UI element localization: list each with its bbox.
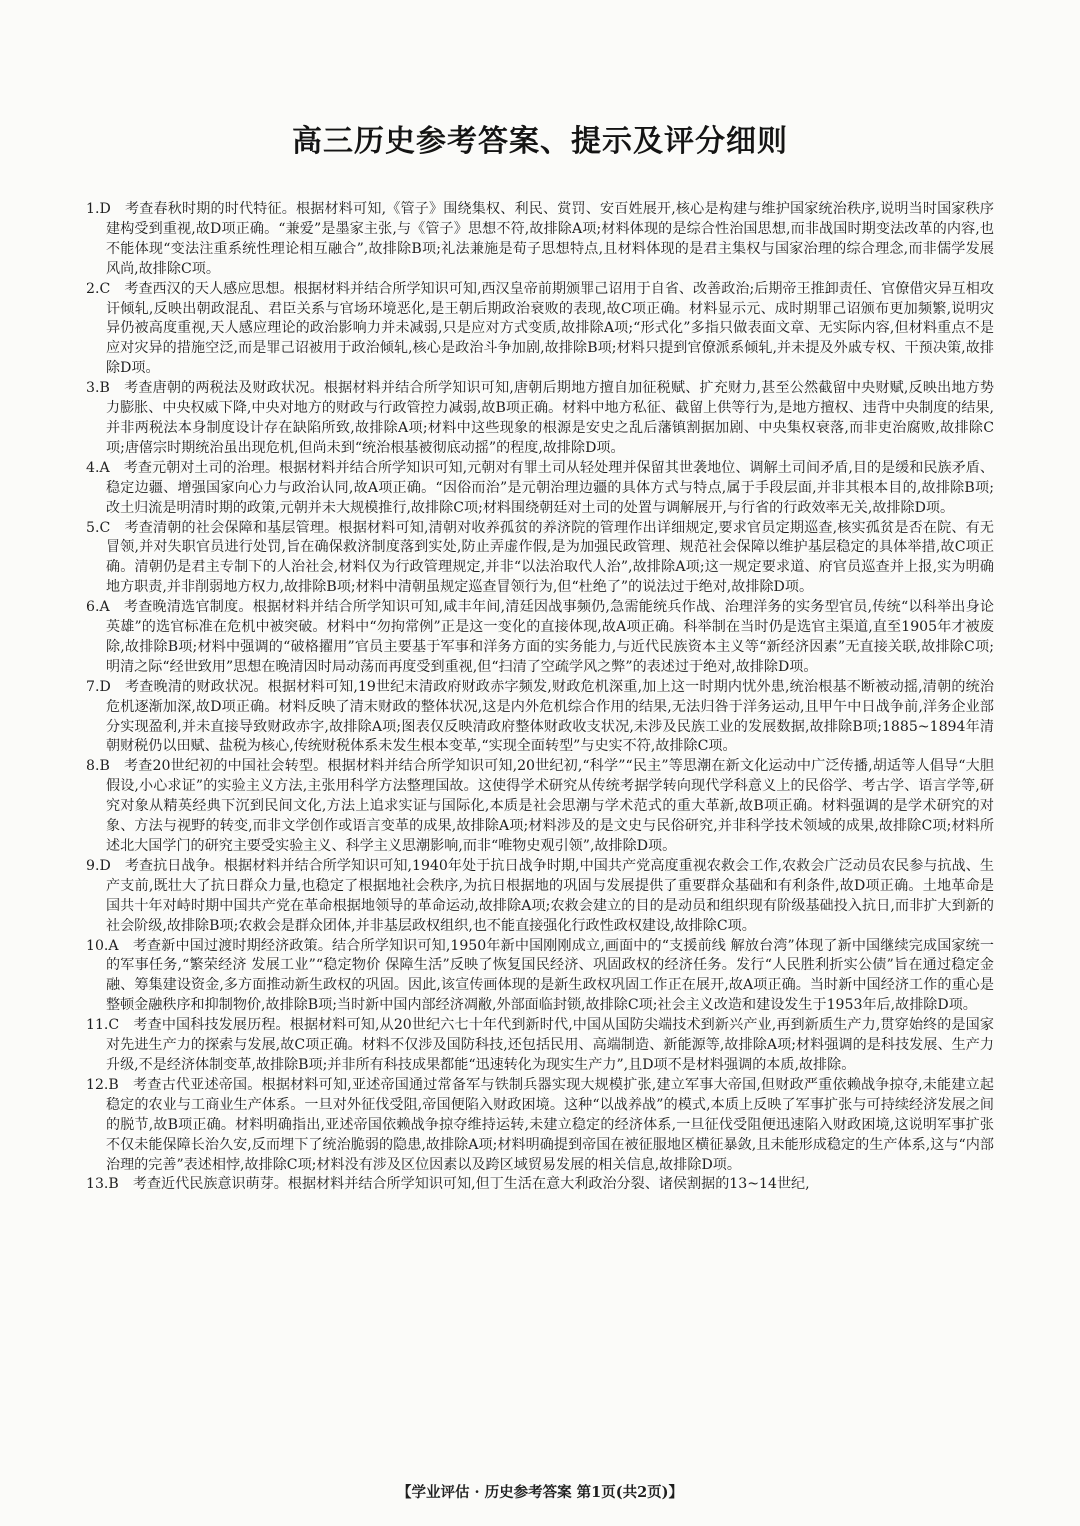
answer-number: 5.C: [86, 519, 111, 536]
answer-explanation: 考查古代亚述帝国。根据材料可知,亚述帝国通过常备军与铁制兵器实现大规模扩张,建立军事大帝国,但财政严重依赖战争掠夺,未能建立起稳定的农业与工商业生产体系。一旦对外征伐受阻,帝国便陷入财政困境。这种“以战养战”的模式,本质上反映了军事扩张与可持续经济发展之间的脱节,故B项正确。材料明确指出,亚述帝国依赖战争掠夺维持运转,未建立稳定的经济体系,一旦征伐受阻便迅速陷入财政困境,这说明军事扩张不仅未能保障长治久安,反而埋下了统治脆弱的隐患,故排除A项;材料明确提到帝国在被征服地区横征暴敛,且未能形成稳定的生产体系,这与“内部治理的完善”表述相悖,故排除C项;材料没有涉及区位因素以及跨区域贸易发展的相关信息,故排除D项。: [106, 1076, 994, 1173]
answer-item: [86, 519, 994, 599]
answer-item: [86, 1076, 994, 1176]
answer-list: [86, 200, 994, 1195]
page-title: 高三历史参考答案、提示及评分细则: [292, 124, 788, 159]
answer-explanation: 考查中国科技发展历程。根据材料可知,从20世纪六七十年代到新时代,中国从国防尖端技术到新兴产业,再到新质生产力,贯穿始终的是国家对先进生产力的探索与发展,故C项正确。材料不仅涉及国防科技,还包括民用、高端制造、新能源等,故排除A项;材料强调的是科技发展、生产力升级,不是经济体制变革,故排除B项;并非所有科技成果都能“迅速转化为现实生产力”,且D项不是材料强调的本质,故排除。: [106, 1017, 994, 1073]
answer-item: [86, 937, 994, 1017]
answer-item: [86, 459, 994, 519]
answer-explanation: 考查唐朝的两税法及财政状况。根据材料并结合所学知识可知,唐朝后期地方擅自加征税赋、扩充财力,甚至公然截留中央财赋,反映出地方势力膨胀、中央权威下降,中央对地方的财政与行政管控力减弱,故B项正确。材料中地方私征、截留上供等行为,是地方擅权、违背中央制度的结果,并非两税法本身制度设计存在缺陷所致,故排除A项;材料中这些现象的根源是安史之乱后藩镇割据加剧、中央集权衰落,而非吏治腐败,故排除C项;唐僖宗时期统治虽出现危机,但尚未到“统治根基被彻底动摇”的程度,故排除D项。: [106, 380, 994, 456]
answer-item: [86, 280, 994, 380]
answer-number: 12.B: [86, 1076, 119, 1093]
answer-number: 10.A: [86, 937, 119, 954]
answer-item: [86, 757, 994, 857]
answer-explanation: 考查西汉的天人感应思想。根据材料并结合所学知识可知,西汉皇帝前期颁罪己诏用于自省、改善政治;后期帝王推卸责任、官僚借灾异互相攻讦倾轧,反映出朝政混乱、君臣关系与官场环境恶化,是王朝后期政治衰败的表现,故C项正确。材料显示元、成时期罪己诏颁布更加频繁,说明灾异仍被高度重视,天人感应理论的政治影响力并未减弱,只是应对方式变质,故排除A项;“形式化”多指只做表面文章、无实际内容,但材料重点不是应对灾异的措施空泛,而是罪己诏被用于政治倾轧,核心是政治斗争加剧,故排除B项;材料只提到官僚派系倾轧,并未提及外戚专权、干预决策,故排除D项。: [106, 280, 994, 377]
answer-item: [86, 598, 994, 678]
answer-number: 3.B: [86, 380, 110, 397]
answer-explanation: 考查清朝的社会保障和基层管理。根据材料可知,清朝对收养孤贫的养济院的管理作出详细规定,要求官员定期巡查,核实孤贫是否在院、有无冒领,并对失职官员进行处罚,旨在确保救济制度落到实处,防止弄虚作假,是为加强民政管理、规范社会保障以维护基层稳定的具体举措,故C项正确。清朝仍是君主专制下的人治社会,材料仅为行政管理规定,并非“以法治取代人治”,故排除A项;这一规定要求道、府官员巡查并上报,实为明确地方职责,并非削弱地方权力,故排除B项;材料中清朝虽规定巡查冒领行为,但“杜绝了”的说法过于绝对,故排除D项。: [106, 519, 994, 596]
answer-explanation: 考查新中国过渡时期经济政策。结合所学知识可知,1950年新中国刚刚成立,画面中的“支援前线 解放台湾”体现了新中国继续完成国家统一的军事任务,“繁荣经济 发展工业”“稳定物价 保障生活”反映了恢复国民经济、巩固政权的经济任务。发行“人民胜利折实公债”旨在通过稳定金融、筹集建设资金,多方面推动新生政权的巩固。因此,该宣传画体现的是新生政权巩固工作正在展开,故A项正确。当时新中国经济工作的重心是整顿金融秩序和抑制物价,故排除B项;当时新中国内部经济凋敝,外部面临封锁,故排除C项;社会主义改造和建设发生于1953年后,故排除D项。: [106, 937, 994, 1014]
answer-number: 8.B: [86, 758, 110, 775]
answer-number: 9.D: [86, 857, 111, 874]
answer-explanation: 考查元朝对土司的治理。根据材料并结合所学知识可知,元朝对有罪土司从轻处理并保留其世袭地位、调解土司间矛盾,目的是缓和民族矛盾、稳定边疆、增强国家向心力与政治认同,故A项正确。“因俗而治”是元朝治理边疆的具体方式与特点,属于手段层面,并非其根本目的,故排除B项;改土归流是明清时期的政策,元朝并未大规模推行,故排除C项;材料围绕朝廷对土司的处置与调解展开,与行省的行政效率无关,故排除D项。: [106, 459, 994, 516]
answer-explanation: 考查春秋时期的时代特征。根据材料可知,《管子》围绕集权、利民、赏罚、安百姓展开,核心是构建与维护国家统治秩序,说明当时国家秩序建构受到重视,故D项正确。“兼爱”是墨家主张,与《管子》思想不符,故排除A项;材料体现的是综合性治国思想,而非战国时期变法改革的内容,也不能体现“变法注重系统性理论相互融合”,故排除B项;礼法兼施是荀子思想特点,且材料体现的是君主集权与国家治理的综合理念,而非儒学发展风尚,故排除C项。: [106, 201, 994, 277]
page-footer: 【学业评估 · 历史参考答案 第1页(共2页)】: [396, 1484, 684, 1501]
answer-explanation: 考查晚清选官制度。根据材料并结合所学知识可知,咸丰年间,清廷因战事频仍,急需能统兵作战、治理洋务的实务型官员,传统“以科举出身论英雄”的选官标准在危机中被突破。材料中“勿拘常例”正是这一变化的直接体现,故A项正确。科举制在当时仍是选官主渠道,直至1905年才被废除,故排除B项;材料中强调的“破格擢用”官员主要基于军事和洋务方面的实务能力,与近代民族资本主义等“新经济因素”无直接关联,故排除C项;明清之际“经世致用”思想在晚清因时局动荡而再度受到重视,但“扫清了空疏学风之弊”的表述过于绝对,故排除D项。: [106, 599, 994, 675]
answer-number: 11.C: [86, 1017, 120, 1034]
answer-item: [86, 1016, 994, 1076]
answer-number: 6.A: [86, 599, 110, 616]
answer-explanation: 考查抗日战争。根据材料并结合所学知识可知,1940年处于抗日战争时期,中国共产党高度重视农救会工作,农救会广泛动员农民参与抗战、生产支前,既壮大了抗日群众力量,也稳定了根据地社会秩序,为抗日根据地的巩固与发展提供了重要群众基础和有利条件,故D项正确。土地革命是国共十年对峙时期中国共产党在革命根据地领导的革命运动,故排除A项;农救会建立的目的是动员和组织现有阶级基础投入抗日,而非扩大到新的社会阶级,故排除B项;农救会是群众团体,并非基层政权组织,也不能直接强化行政性政权建设,故排除C项。: [106, 857, 994, 934]
answer-explanation: 考查20世纪初的中国社会转型。根据材料并结合所学知识可知,20世纪初,“科学”“民主”等思潮在新文化运动中广泛传播,胡适等人倡导“大胆假设,小心求证”的实验主义方法,主张用科学方法整理国故。这使得学术研究从传统考据学转向现代学科意义上的民俗学、考古学、语言学等,研究对象从精英经典下沉到民间文化,方法上追求实证与国际化,本质是社会思潮与学术范式的重大革新,故B项正确。材料强调的是学术研究的对象、方法与视野的转变,而非文学创作或语言变革的成果,故排除A项;材料涉及的是文史与民俗研究,并非科学技术领域的成果,故排除C项;材料所述北大国学门的研究主要受实验主义、科学主义思潮影响,而非“唯物史观引领”,故排除D项。: [106, 758, 994, 854]
answer-item: [86, 857, 994, 937]
answer-item: [86, 1175, 994, 1195]
answer-item: [86, 678, 994, 758]
answer-explanation: 考查近代民族意识萌芽。根据材料并结合所学知识可知,但丁生活在意大利政治分裂、诸侯割据的13~14世纪,: [132, 1176, 810, 1193]
answer-number: 13.B: [86, 1176, 119, 1193]
answer-number: 2.C: [86, 280, 111, 297]
answer-number: 7.D: [86, 678, 111, 695]
answer-explanation: 考查晚清的财政状况。根据材料可知,19世纪末清政府财政赤字频发,财政危机深重,加上这一时期内忧外患,统治根基不断被动摇,清朝的统治危机逐渐加深,故D项正确。材料反映了清末财政的整体状况,这是内外危机综合作用的结果,无法归咎于洋务运动,且甲午中日战争前,洋务企业部分实现盈利,并未直接导致财政赤字,故排除A项;图表仅反映清政府整体财政收支状况,未涉及民族工业的发展数据,故排除B项;1885~1894年清朝财税仍以田赋、盐税为核心,传统财税体系未发生根本变革,“实现全面转型”与史实不符,故排除C项。: [106, 678, 994, 755]
answer-number: 4.A: [86, 459, 110, 476]
answer-item: [86, 379, 994, 459]
answer-number: 1.D: [86, 201, 111, 217]
answer-item: [86, 200, 994, 280]
